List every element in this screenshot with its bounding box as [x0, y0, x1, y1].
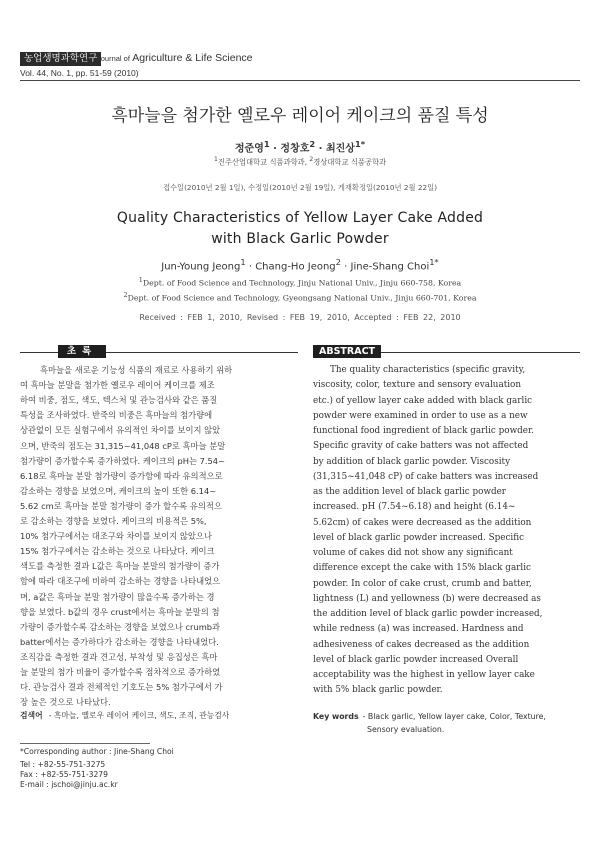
abstract-en-line: powder were examined in order to use as a new [313, 410, 528, 421]
abstract-en-line: as the addition level of black garlic powder [313, 487, 507, 497]
keywords-en-label: Key words [313, 712, 359, 721]
authors-korean [0, 139, 600, 154]
abstract-en-line: viscosity, color, texture and sensory evaluation [313, 380, 522, 391]
abstract-en-line: etc.) of yellow layer cake added with black garlic [313, 395, 533, 406]
author-en-2-sup: 2 [335, 257, 341, 267]
keywords-korean [20, 710, 300, 721]
journal-badge: 농업생명과학연구 [20, 52, 101, 66]
dates-english: Received : FEB 1, 2010, Revised : FEB 19, 2010, Accepted : FEB 22, 2010 [139, 313, 461, 322]
author-kr-2-sup: 2 [309, 139, 316, 149]
abstract-kr-line: 함에 따라 대조구에 비하여 감소하는 경향을 나타내었으 [20, 576, 221, 587]
abstract-kr-line: 여 흑마늘 분말을 첨가한 옐로우 레이어 케이크를 제조 [20, 380, 215, 391]
abstract-kr-line: 조직감을 측정한 결과 견고성, 부착성 및 응집성은 흑마 [20, 651, 218, 662]
affil-en-text-2: Dept. of Food Science and Technology, Gyeongsang National Univ., Jinju 660-701, Korea [127, 293, 477, 303]
affiliation-english-2 [0, 291, 600, 303]
author-en-1-sup: 1 [240, 257, 246, 267]
abstract-en-line: acceptability was the highest in yellow layer cake [313, 670, 535, 680]
abstract-kr-line: 5.62 cm로 흑마늘 분말 첨가량이 증가 할수록 유의적으 [20, 500, 222, 511]
abstract-en-line: level of black garlic powder increased. Specific [313, 532, 525, 543]
abstract-en-line: difference except the cake with 15% black garlic [313, 563, 531, 574]
keywords-kr-label: 검색어 [20, 711, 43, 720]
abstract-kr-line: 15% 첨가구에서는 감소하는 것으로 나타났다. 케이크 [20, 546, 215, 557]
abstract-kr-line: 로 감소하는 경향을 보였다. 케이크의 비용적은 5%, [20, 516, 207, 526]
author-en-1: Jun-Young Jeong [161, 261, 241, 273]
author-kr-3-sup: 1* [354, 139, 366, 149]
telephone: Tel : +82-55-751-3275 [20, 760, 106, 769]
keywords-en-text: - Black garlic, Yellow layer cake, Color, Texture, [362, 712, 546, 721]
english-abstract-heading: ABSTRACT [313, 345, 381, 358]
author-en-3-sup: 1* [429, 257, 439, 267]
abstract-en-line: level of black garlic powder increased Overall [313, 654, 519, 665]
title-english-line-1: Quality Characteristics of Yellow Layer Cake Added [116, 210, 484, 226]
abstract-kr-line: 6.18로 흑마늘 분말 첨가량이 증가함에 따라 유의적으로 [20, 470, 223, 481]
author-separator: · [245, 261, 256, 273]
author-kr-2: 정창호 [280, 143, 310, 155]
abstract-en-line: the addition level of black garlic powder increased, [313, 609, 543, 619]
keywords-en-text-2: Sensory evaluation. [367, 725, 445, 734]
abstract-kr-line: 며, a값은 흑마늘 분말 첨가량이 많을수록 증가하는 경 [20, 591, 215, 602]
abstract-en-line: with 5% black garlic powder. [313, 685, 443, 696]
abstract-en-line: Specific gravity of cake batters was not affected [313, 441, 529, 452]
abstract-en-line: adhesiveness of cakes decreased as the addition [313, 639, 530, 650]
email: E-mail : jschoi@jinju.ac.kr [20, 780, 118, 789]
affil-kr-sup-2: 2 [309, 156, 314, 163]
abstract-kr-line: 다. 관능검사 결과 전체적인 기호도는 5% 첨가구에서 가 [20, 682, 223, 693]
abstract-en-line: while redness (a) was increased. Hardness and [313, 624, 524, 635]
author-kr-1-sup: 1 [263, 139, 270, 149]
abstract-kr-line: 상관없이 모든 실험구에서 유의적인 차이를 보이지 않았 [20, 425, 221, 436]
keywords-english [313, 710, 583, 736]
abstract-en-line: The quality characteristics (specific gravity, [330, 365, 526, 375]
affiliation-english-1 [0, 276, 600, 288]
abstract-en-line: functional food ingredient of black garlic powder. [313, 426, 534, 436]
affil-kr-sup-1: 1 [213, 156, 218, 163]
abstract-en-line: 5.62cm) of cakes were decreased as the addition [313, 517, 532, 528]
header-divider [20, 80, 580, 81]
affil-en-text-1: Dept. of Food Science and Technology, Jinju National Univ., Jinju 660-758, Korea [142, 278, 462, 288]
abstract-kr-line: 향을 보였다. b값의 경우 crust에서는 흑마늘 분말의 첨 [20, 606, 220, 617]
abstract-en-line: powder. In color of cake crust, crumb and batter, [313, 578, 532, 589]
abstract-kr-line: 감소하는 경향을 보였으며, 케이크의 높이 또한 6.14~ [20, 485, 217, 496]
abstract-en-line: (31,315~41,048 cP) of cake batters was increased [313, 471, 539, 482]
affil-en-sup-2: 2 [123, 291, 128, 299]
journal-name [97, 52, 253, 65]
title-korean: 흑마늘을 첨가한 옐로우 레이어 케이크의 품질 특성 [111, 106, 489, 126]
volume-info: Vol. 44, No. 1, pp. 51-59 (2010) [20, 68, 139, 78]
abstract-kr-line: batter에서는 증가하다가 감소하는 경향을 나타내었다. [20, 636, 219, 647]
author-separator: · [269, 143, 281, 155]
journal-name-prefix: Journal of [97, 54, 130, 63]
abstract-en-line: lightness (L) and yellowness (b) were decreased as [313, 593, 541, 604]
korean-abstract-heading: 초록 [58, 345, 106, 358]
abstract-kr-line: 하여 비중, 점도, 색도, 텍스처 및 관능검사와 같은 품질 [20, 395, 218, 406]
keywords-kr-text: - 흑마늘, 옐로우 레이어 케이크, 색도, 조직, 관능검사 [48, 711, 230, 720]
author-separator: · [315, 143, 326, 155]
dates-korean: 접수일(2010년 2월 1일), 수정일(2010년 2월 19일), 게재확정일(2010년 2월 22일) [162, 183, 438, 192]
abstract-en-line: volume of cakes did not show any significant [313, 548, 513, 558]
affil-kr-2: 경상대학교 식품공학과 [313, 157, 387, 167]
abstract-kr-line: 장 높은 것으로 나타났다. [20, 697, 111, 708]
footnote-divider [20, 743, 150, 744]
journal-name-main: Agriculture & Life Science [132, 52, 253, 64]
affil-en-sup-1: 1 [138, 276, 143, 284]
abstract-en-line: increased. pH (7.54~6.18) and height (6.14~ [313, 502, 516, 513]
fax: Fax : +82-55-751-3279 [20, 770, 108, 779]
author-separator: · [340, 261, 351, 273]
abstract-kr-line: 첨가량이 증가할수록 증가하였다. 케이크의 pH는 7.54~ [20, 455, 226, 466]
abstract-kr-line: 으며, 반죽의 점도는 31,315~41,048 cP로 흑마늘 분말 [20, 440, 226, 451]
abstract-kr-line: 늘 분말의 첨가 비율이 증가할수록 점차적으로 증가하였 [20, 667, 221, 677]
author-kr-3: 최진상 [325, 143, 355, 155]
abstract-kr-line: 흑마늘을 새로운 기능성 식품의 재료로 사용하기 위하 [40, 365, 233, 375]
abstract-en-line: by addition of black garlic powder. Viscosity [313, 456, 511, 467]
author-en-3: Jine-Shang Choi [350, 261, 430, 273]
author-kr-1: 정준영 [234, 143, 264, 155]
abstract-kr-line: 10% 첨가구에서는 대조구와 차이를 보이지 않았으나 [20, 531, 212, 542]
author-en-2: Chang-Ho Jeong [255, 261, 336, 273]
abstract-kr-line: 색도를 측정한 결과 L값은 흑마늘 분말의 첨가량이 증가 [20, 561, 220, 572]
abstract-kr-line: 가량이 증가할수록 감소하는 경향을 보였으나 crumb과 [20, 621, 221, 632]
abstract-kr-line: 특성을 조사하였다. 반죽의 비중은 흑마늘의 첨가량에 [20, 410, 213, 421]
affiliation-korean [0, 156, 600, 167]
title-english-line-2: with Black Garlic Powder [211, 231, 389, 247]
authors-english [0, 257, 600, 272]
affil-kr-1: 진주산업대학교 식품과학과, [217, 157, 308, 167]
corresponding-author: *Corresponding author : Jine-Shang Choi [20, 747, 174, 756]
